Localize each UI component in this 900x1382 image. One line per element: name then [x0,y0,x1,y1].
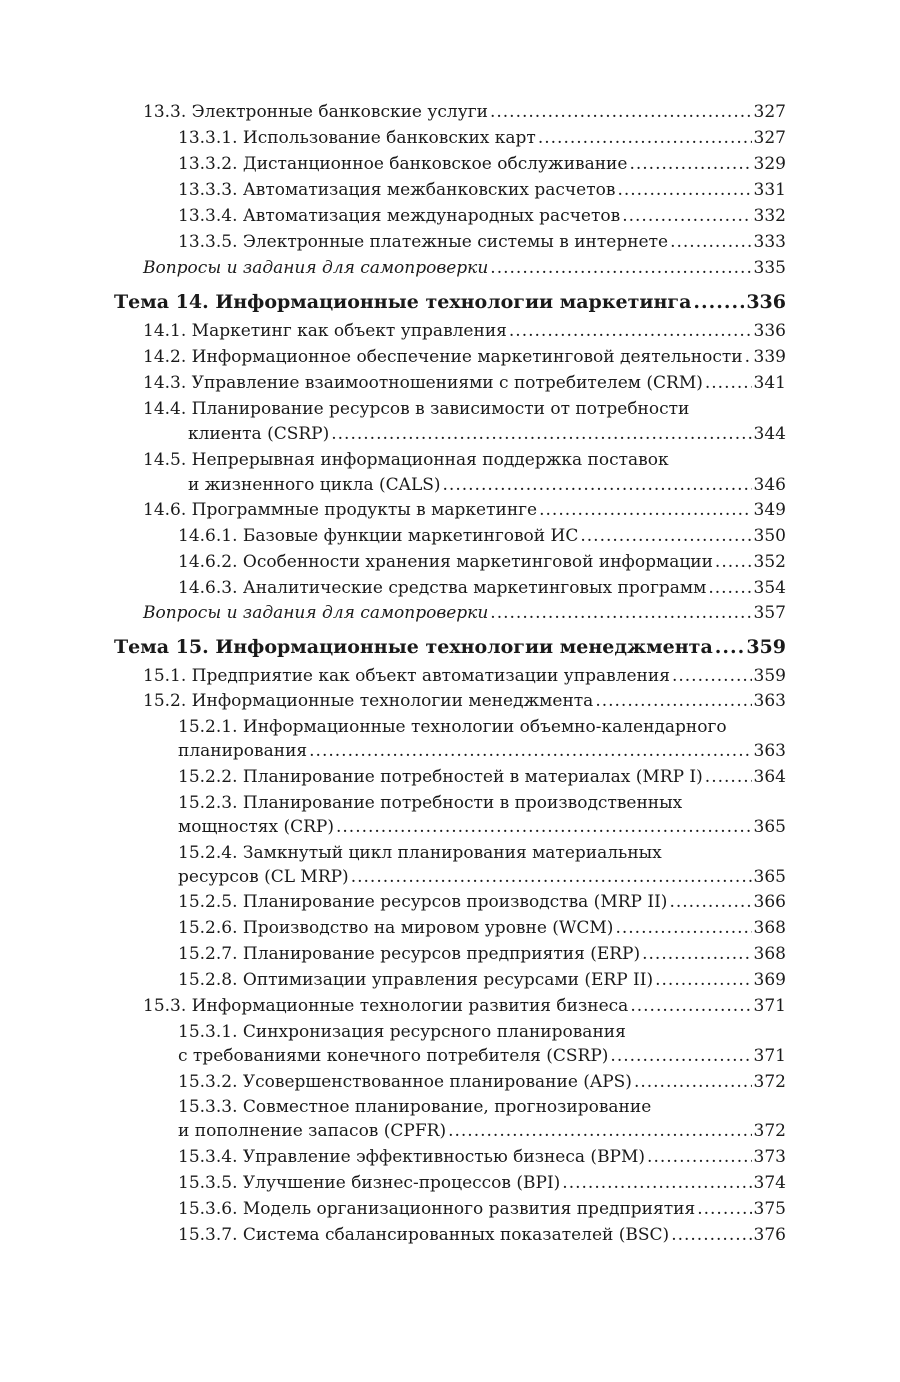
page-number: 335 [753,258,786,278]
dot-leader [595,688,751,714]
dot-leader [509,318,752,344]
dot-leader [715,549,752,575]
entry-title: 14.6.2. Особенности хранения маркетинговой информации [178,552,713,572]
dot-leader [615,915,751,941]
entry-title: 15.2.1. Информационные технологии объемно-календарного [178,717,727,737]
dot-leader [705,370,752,396]
dot-leader [562,1170,751,1196]
page-number: 357 [753,603,786,623]
toc-entry [0,663,900,689]
toc-entry [0,967,900,993]
entry-title: 15.2.4. Замкнутый цикл планирования материальных [178,843,662,863]
toc-entry [0,714,900,740]
entry-title: 14.1. Маркетинг как объект управления [143,321,507,341]
toc-entry [0,889,900,915]
entry-title: 15.1. Предприятие как объект автоматизации управления [143,666,670,686]
dot-leader [745,344,752,370]
entry-title: 14.6. Программные продукты в маркетинге [143,500,538,520]
dot-leader [655,967,751,993]
dot-leader [671,1222,751,1248]
entry-title: 13.3.3. Автоматизация межбанковских расчетов [178,180,616,200]
page-number: 359 [746,636,786,658]
entry-title: 14.3. Управление взаимоотношениями с потребителем (CRM) [143,373,703,393]
dot-leader [642,941,751,967]
toc-entry [0,1094,900,1120]
dot-leader [490,255,751,281]
entry-title: 15.3.2. Усовершенствованное планирование (APS) [178,1072,632,1092]
toc-entry-continuation [0,1118,900,1144]
dot-leader [443,472,752,498]
page-number: 363 [753,691,786,711]
toc-entry [0,203,900,229]
page-number: 327 [753,128,786,148]
page-number: 369 [753,970,786,990]
page-number: 373 [753,1147,786,1167]
toc-entry-continuation [0,1043,900,1069]
dot-leader [538,125,752,151]
toc-entry [0,790,900,816]
page-number: 366 [753,892,786,912]
page-number: 374 [753,1173,786,1193]
page-number: 327 [753,102,786,122]
toc-entry-continuation [0,738,900,764]
entry-title-continued: и жизненного цикла (CALS) [188,475,441,495]
toc-entry [0,177,900,203]
toc-entry [0,764,900,790]
dot-leader [630,993,751,1019]
toc-entry [0,1144,900,1170]
entry-title: 13.3.1. Использование банковских карт [178,128,536,148]
page-number: 339 [753,347,786,367]
entry-title: Тема 15. Информационные технологии менеджмента [114,636,713,658]
toc-entry [0,575,900,601]
page-number: 329 [753,154,786,174]
toc-entry [0,229,900,255]
dot-leader [669,889,751,915]
dot-leader [629,151,751,177]
entry-title: 14.6.1. Базовые функции маркетинговой ИС [178,526,579,546]
entry-title: 13.3. Электронные банковские услуги [143,102,488,122]
entry-title-continued: планирования [178,741,308,761]
dot-leader [634,1069,752,1095]
toc-entry [0,1170,900,1196]
dot-leader [448,1118,751,1144]
toc-entry [0,915,900,941]
dot-leader [705,764,752,790]
toc-entry-continuation [0,472,900,498]
entry-title: 15.3.3. Совместное планирование, прогнозирование [178,1097,652,1117]
dot-leader [336,814,752,840]
page-number: 350 [753,526,786,546]
page-number: 371 [753,1046,786,1066]
entry-title-continued: мощностях (CRP) [178,817,334,837]
entry-title: 15.3.7. Система сбалансированных показателей (BSC) [178,1225,670,1245]
page-number: 376 [753,1225,786,1245]
page-number: 333 [753,232,786,252]
page-number: 375 [753,1199,786,1219]
dot-leader [647,1144,752,1170]
toc-entry [0,497,900,523]
entry-title: 14.5. Непрерывная информационная поддержка поставок [143,450,669,470]
toc-topic-heading [0,634,900,660]
entry-title: 15.3. Информационные технологии развития бизнеса [143,996,629,1016]
dot-leader [610,1043,751,1069]
toc-entry-continuation [0,864,900,890]
dot-leader [580,523,751,549]
page-number: 349 [753,500,786,520]
entry-title: 15.3.4. Управление эффективностью бизнеса (BPM) [178,1147,646,1167]
toc-entry [0,549,900,575]
page-number: 354 [753,578,786,598]
page-number: 364 [753,767,786,787]
entry-title: 15.2.2. Планирование потребностей в материалах (MRP I) [178,767,703,787]
dot-leader [331,421,751,447]
page-number: 359 [753,666,786,686]
page-number: 341 [753,373,786,393]
entry-title: 15.2. Информационные технологии менеджмента [143,691,594,711]
toc-entry [0,688,900,714]
page-number: 372 [753,1121,786,1141]
entry-title: Вопросы и задания для самопроверки [143,258,489,278]
toc-entry [0,447,900,473]
toc-entry [0,370,900,396]
entry-title: Вопросы и задания для самопроверки [143,603,489,623]
entry-title: 15.2.7. Планирование ресурсов предприятия (ERP) [178,944,641,964]
entry-title: Тема 14. Информационные технологии маркетинга [114,291,692,313]
dot-leader [351,864,752,890]
entry-title: 15.2.6. Производство на мировом уровне (WCM) [178,918,614,938]
entry-title-continued: с требованиями конечного потребителя (CSRP) [178,1046,609,1066]
toc-entry [0,318,900,344]
toc-entry [0,840,900,866]
page-number: 365 [753,817,786,837]
page-number: 332 [753,206,786,226]
toc-entry [0,99,900,125]
entry-title: 15.2.3. Планирование потребности в производственных [178,793,683,813]
entry-title: 14.6.3. Аналитические средства маркетинговых программ [178,578,707,598]
entry-title: 13.3.2. Дистанционное банковское обслуживание [178,154,628,174]
page-number: 365 [753,867,786,887]
toc-entry [0,1019,900,1045]
toc-entry [0,1222,900,1248]
page-number: 344 [753,424,786,444]
toc-entry [0,941,900,967]
dot-leader [672,663,752,689]
page-number: 331 [753,180,786,200]
toc-entry [0,993,900,1019]
toc-entry [0,125,900,151]
toc-entry-continuation [0,814,900,840]
entry-title: 15.2.5. Планирование ресурсов производства (MRP II) [178,892,668,912]
toc-topic-heading [0,289,900,315]
entry-title-continued: и пополнение запасов (CPFR) [178,1121,447,1141]
entry-title: 15.3.5. Улучшение бизнес-процессов (BPI) [178,1173,561,1193]
toc-entry [0,523,900,549]
entry-title: 15.3.1. Синхронизация ресурсного планирования [178,1022,626,1042]
entry-title: 14.2. Информационное обеспечение маркетинговой деятельности [143,347,743,367]
page-number: 368 [753,918,786,938]
page-number: 363 [753,741,786,761]
dot-leader [670,229,751,255]
dot-leader [708,575,751,601]
toc-entry [0,1196,900,1222]
page-number: 352 [753,552,786,572]
toc-entry-continuation [0,421,900,447]
toc-entry-questions [0,255,900,281]
page-number: 336 [753,321,786,341]
dot-leader [693,289,744,315]
entry-title: 15.2.8. Оптимизации управления ресурсами (ERP II) [178,970,654,990]
page-number: 336 [746,291,786,313]
page-number: 371 [753,996,786,1016]
dot-leader [697,1196,751,1222]
dot-leader [490,99,752,125]
toc-entry [0,344,900,370]
toc-entry [0,396,900,422]
entry-title: 13.3.4. Автоматизация международных расчетов [178,206,621,226]
dot-leader [715,634,745,660]
page-number: 372 [753,1072,786,1092]
toc-entry-questions [0,600,900,626]
page-number: 368 [753,944,786,964]
dot-leader [490,600,751,626]
entry-title: 14.4. Планирование ресурсов в зависимости от потребности [143,399,690,419]
entry-title-continued: ресурсов (CL MRP) [178,867,349,887]
dot-leader [539,497,751,523]
toc-entry [0,151,900,177]
page-number: 346 [753,475,786,495]
dot-leader [617,177,751,203]
dot-leader [622,203,751,229]
entry-title: 13.3.5. Электронные платежные системы в интернете [178,232,669,252]
entry-title-continued: клиента (CSRP) [188,424,330,444]
entry-title: 15.3.6. Модель организационного развития предприятия [178,1199,696,1219]
toc-entry [0,1069,900,1095]
dot-leader [309,738,751,764]
